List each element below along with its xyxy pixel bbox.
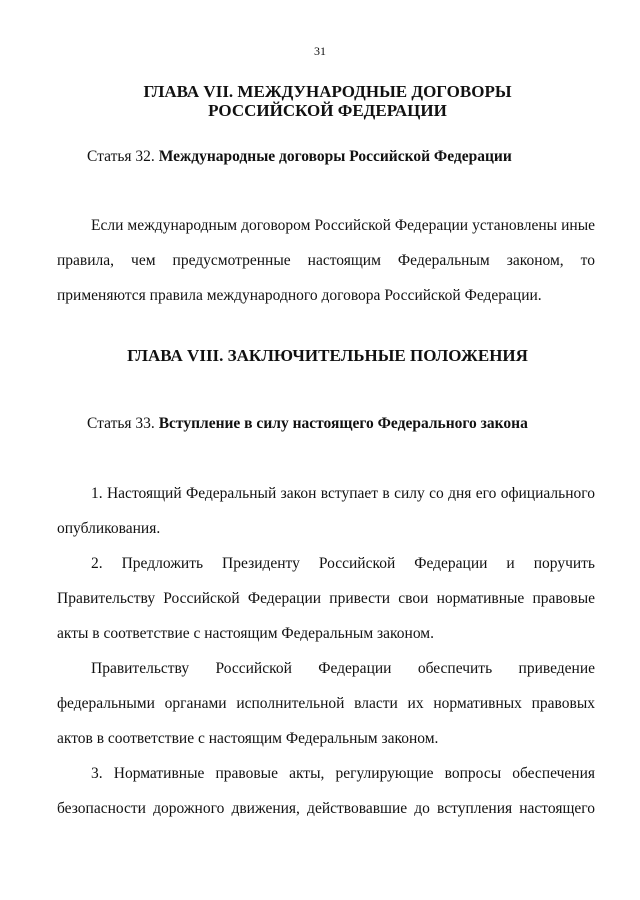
chapter-7-heading-line-1: ГЛАВА VII. МЕЖДУНАРОДНЫЕ ДОГОВОРЫ xyxy=(143,82,512,101)
chapter-7-heading-line-2: РОССИЙСКОЙ ФЕДЕРАЦИИ xyxy=(208,101,447,120)
article-33-body xyxy=(57,476,595,826)
chapter-7-heading xyxy=(60,82,595,120)
article-33-paragraph-3: Правительству Российской Федерации обеспечить приведение федеральными органами исполнительной власти их нормативных правовых актов в соответствие с настоящим Федеральным законом. xyxy=(57,660,595,747)
article-33-paragraph-4: 3. Нормативные правовые акты, регулирующие вопросы обеспечения безопасности дорожного движения, действовавшие до вступления настоящего xyxy=(57,765,595,817)
article-32-heading xyxy=(87,148,512,166)
article-32-prefix: Статья 32. xyxy=(87,148,155,165)
article-33-heading xyxy=(87,415,528,433)
article-32-body xyxy=(57,208,595,313)
chapter-8-heading xyxy=(60,346,595,365)
article-33-paragraph-1: 1. Настоящий Федеральный закон вступает в силу со дня его официального опубликования. xyxy=(57,485,595,537)
article-33-title: Вступление в силу настоящего Федерального закона xyxy=(158,415,528,432)
article-32-title: Международные договоры Российской Федерации xyxy=(158,148,512,165)
chapter-8-heading-line-1: ГЛАВА VIII. ЗАКЛЮЧИТЕЛЬНЫЕ ПОЛОЖЕНИЯ xyxy=(127,346,528,365)
article-32-paragraph: Если международным договором Российской Федерации установлены иные правила, чем предусмотренные настоящим Федеральным законом, то применяются правила международного договора Российской Федерации. xyxy=(57,217,595,304)
page-number: 31 xyxy=(314,44,326,58)
article-33-prefix: Статья 33. xyxy=(87,415,155,432)
article-33-paragraph-2: 2. Предложить Президенту Российской Федерации и поручить Правительству Российской Федерации привести свои нормативные правовые акты в соответствие с настоящим Федеральным законом. xyxy=(57,555,595,642)
